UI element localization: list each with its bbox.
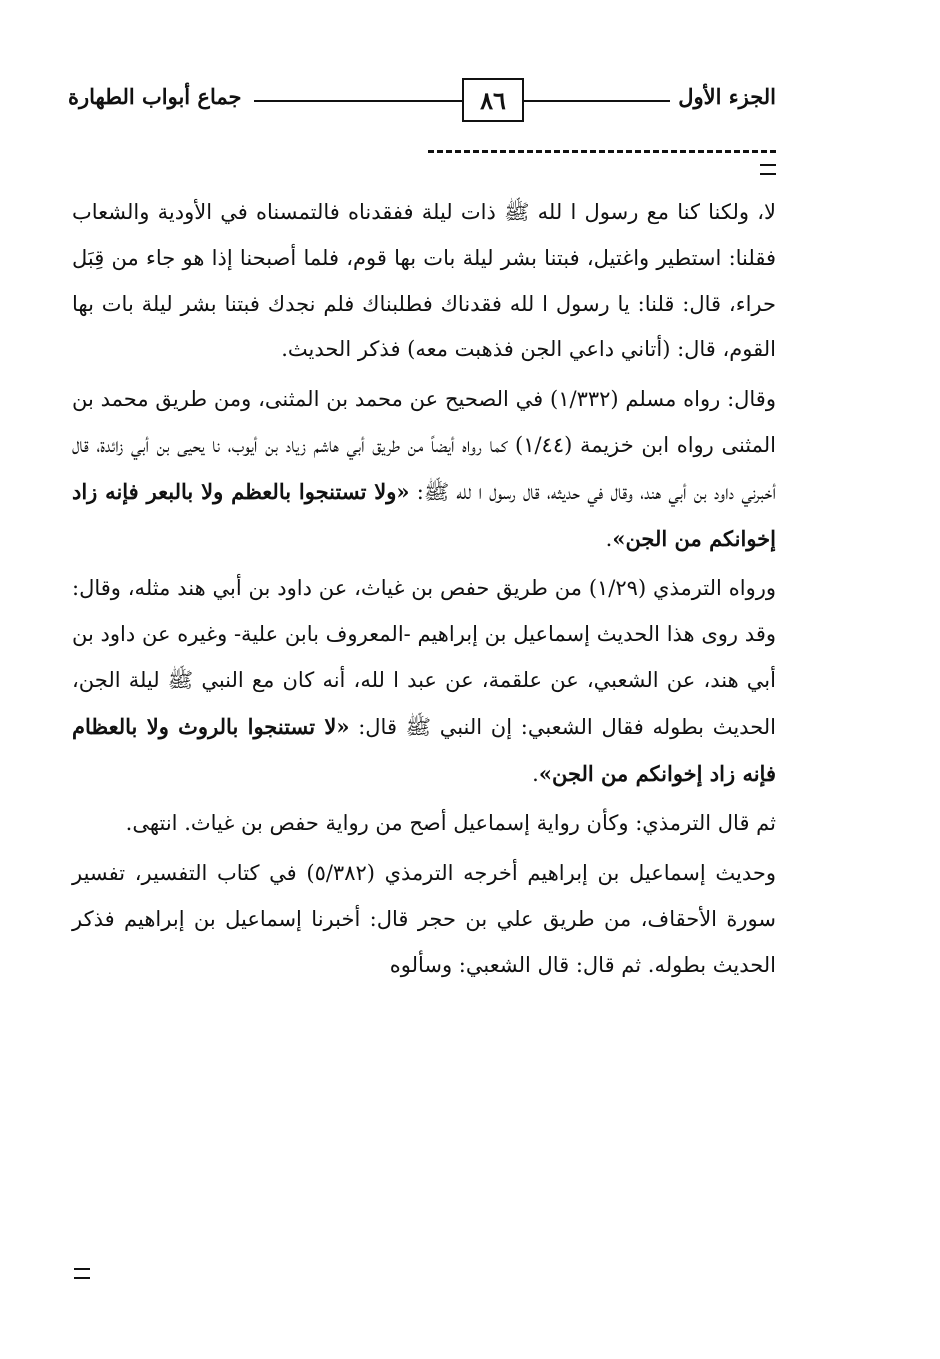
paragraph-4: ثم قال الترمذي: وكأن رواية إسماعيل أصح من رواية حفص بن غياث. انتهى.: [125, 811, 776, 836]
hadith-quote-2: «لا تستنجوا بالروث ولا بالعظام فإنه زاد إخوانكم من الجن»: [72, 713, 776, 786]
paragraph-2-end: .: [605, 526, 613, 551]
header-rule-right: [524, 100, 670, 102]
page-number: ٨٦: [462, 78, 524, 122]
paragraph-3-text: ورواه الترمذي (١/٢٩) من طريق حفص بن غياث، عن داود بن أبي هند مثله، وقال: وقد روى هذا الحديث إسماعيل بن إبراهيم -المعروف بابن علية- وغيره عن داود بن أبي هند، عن الشعبي، عن علقمة، عن عبد ا لله، أنه كان مع النبي ﷺ ليلة الجن، الحديث بطوله فقال الشعبي: إن النبي ﷺ قال:: [72, 576, 777, 739]
double-line-mark-top: [760, 164, 776, 175]
paragraph-3-end: .: [532, 761, 539, 786]
double-line-mark-bottom: [74, 1268, 90, 1279]
paragraph-2-text: وقال: رواه مسلم (١/٣٣٢) في الصحيح عن محمد بن المثنى، ومن طريق محمد بن المثنى رواه ابن خزيمة (١/٤٤) كما رواه أيضاً من طريق أبي هاشم زياد بن أيوب، نا يحيى بن أبي زائدة، قال أخبرني داود بن أبي هند، وقال في حديثه، قال رسول ا لله ﷺ:: [72, 387, 777, 504]
dashed-separator: [428, 150, 776, 153]
hadith-quote-1: «ولا تستنجوا بالعظم ولا بالبعر فإنه زاد إخوانكم من الجن»: [72, 478, 776, 551]
paragraph-1: لا، ولكنا كنا مع رسول ا لله ﷺ ذات ليلة ففقدناه فالتمسناه في الأودية والشعاب فقلنا: استطير واغتيل، فبتنا بشر ليلة بات بها قوم، فلما أصبحنا إذا هو جاء من قِبَل حراء، قال: قلنا: يا رسول ا لله فقدناك فطلبناك فلم نجدك فبتنا بشر ليلة بات بها القوم، قال: (أتاني داعي الجن فذهبت معه) فذكر الحديث.: [72, 200, 776, 362]
section-title: الجزء الأول: [678, 84, 776, 109]
paragraph-5: وحديث إسماعيل بن إبراهيم أخرجه الترمذي (٥/٣٨٢) في كتاب التفسير، تفسير سورة الأحقاف، من طريق علي بن حجر قال: أخبرنا إسماعيل بن إبراهيم فذكر الحديث بطوله. ثم قال: قال الشعبي: وسألوه: [72, 861, 776, 977]
page-header: [68, 78, 776, 122]
paragraph-2: [72, 377, 776, 562]
header-rule-left: [254, 100, 462, 102]
page-body: [72, 190, 776, 993]
chapter-title: جماع أبواب الطهارة: [68, 84, 242, 109]
paragraph-3: [72, 566, 776, 797]
